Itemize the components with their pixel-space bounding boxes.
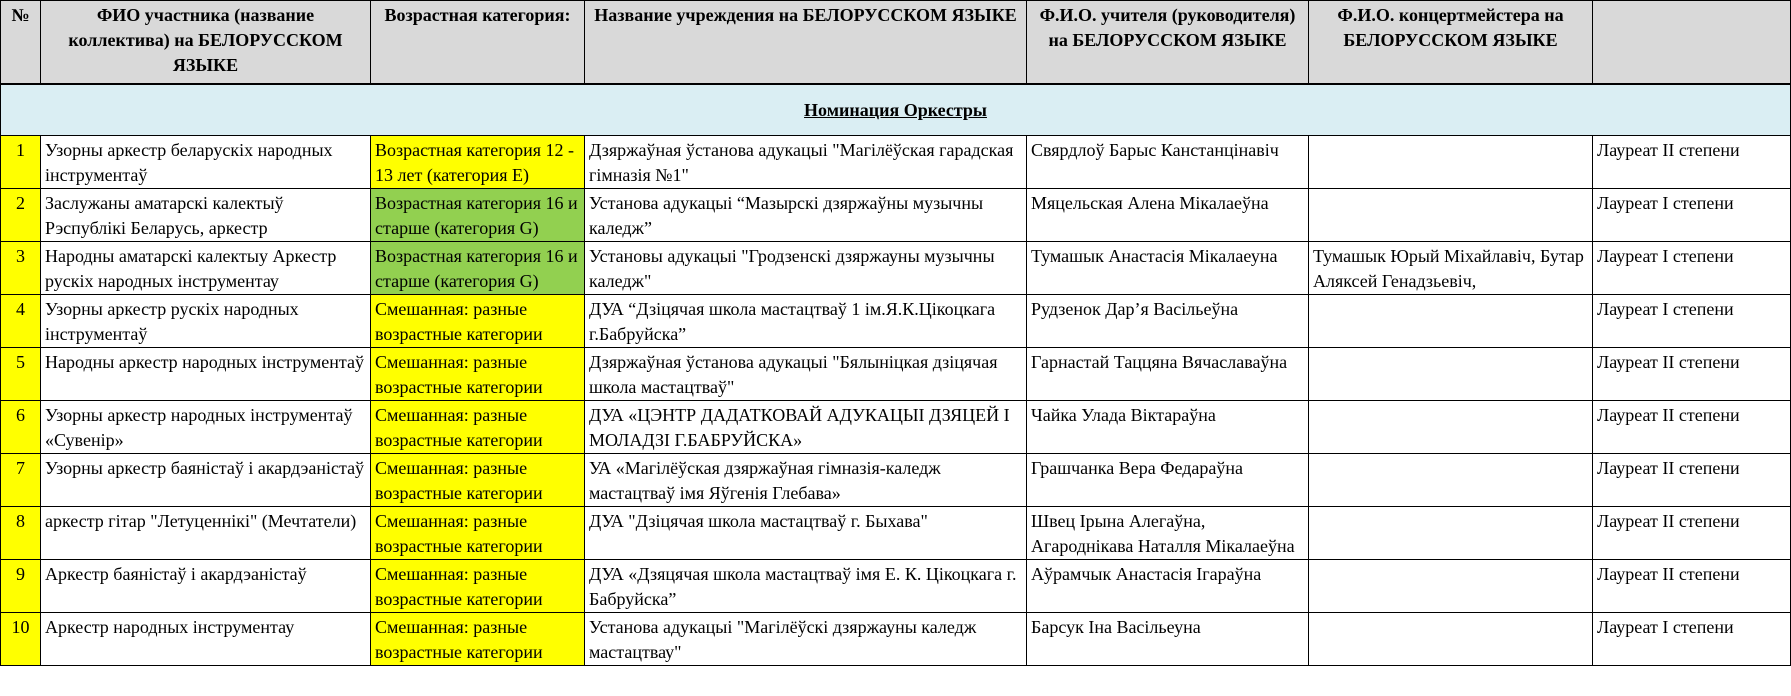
age-category-cell: Смешанная: разные возрастные категории	[371, 560, 585, 613]
accompanist-cell	[1309, 613, 1593, 666]
teacher-cell: Рудзенок Дар’я Васільеўна	[1027, 295, 1309, 348]
accompanist-cell	[1309, 348, 1593, 401]
result-cell: Лауреат II степени	[1593, 454, 1791, 507]
participant-cell: аркестр гітар "Летуценнікі" (Мечтатели)	[41, 507, 371, 560]
table-row	[1, 189, 1791, 242]
row-number: 2	[1, 189, 41, 242]
institution-cell: ДУА «ЦЭНТР ДАДАТКОВАЙ АДУКАЦЫІ ДЗЯЦЕЙ І МОЛАДЗІ Г.БАБРУЙСКА»	[585, 401, 1027, 454]
result-cell: Лауреат I степени	[1593, 295, 1791, 348]
result-cell: Лауреат I степени	[1593, 613, 1791, 666]
participant-cell: Заслужаны аматарскі калектыў Рэспублікі Беларусь, аркестр	[41, 189, 371, 242]
table-row	[1, 454, 1791, 507]
age-category-cell: Смешанная: разные возрастные категории	[371, 454, 585, 507]
institution-cell: ДУА «Дзяцячая школа мастацтваў імя Е. К. Цікоцкага г. Бабруйска”	[585, 560, 1027, 613]
institution-cell: Установа адукацыі “Мазырскі дзяржаўны музычны каледж”	[585, 189, 1027, 242]
age-category-cell: Смешанная: разные возрастные категории	[371, 295, 585, 348]
header-num: №	[1, 1, 41, 85]
row-number: 3	[1, 242, 41, 295]
teacher-cell: Грашчанка Вера Федараўна	[1027, 454, 1309, 507]
accompanist-cell: Тумашык Юрый Міхайлавіч, Бутар Аляксей Генадзьевіч,	[1309, 242, 1593, 295]
table-row	[1, 242, 1791, 295]
accompanist-cell	[1309, 189, 1593, 242]
participant-cell: Узорны аркестр рускіх народных інструментаў	[41, 295, 371, 348]
age-category-cell: Возрастная категория 12 - 13 лет (категория Е)	[371, 136, 585, 189]
institution-cell: Дзяржаўная ўстанова адукацыі "Бялыніцкая дзіцячая школа мастацтваў"	[585, 348, 1027, 401]
row-number: 9	[1, 560, 41, 613]
teacher-cell: Швец Ірына Алегаўна, Агароднікава Наталля Мікалаеўна	[1027, 507, 1309, 560]
institution-cell: ДУА "Дзіцячая школа мастацтваў г. Быхава"	[585, 507, 1027, 560]
participant-cell: Узорны аркестр народных інструментаў «Сувенір»	[41, 401, 371, 454]
participant-cell: Аркестр баяністаў і акардэаністаў	[41, 560, 371, 613]
table-body	[1, 136, 1791, 666]
institution-cell: Дзяржаўная ўстанова адукацыі "Магілёўская гарадская гімназія №1"	[585, 136, 1027, 189]
header-institution: Название учреждения на БЕЛОРУССКОМ ЯЗЫКЕ	[585, 1, 1027, 85]
result-cell: Лауреат II степени	[1593, 136, 1791, 189]
institution-cell: УА «Магілёўская дзяржаўная гімназія-каледж мастацтваў імя Яўгенія Глебава»	[585, 454, 1027, 507]
header-row	[1, 1, 1791, 85]
age-category-cell: Возрастная категория 16 и старше (категория G)	[371, 242, 585, 295]
teacher-cell: Гарнастай Таццяна Вячаславаўна	[1027, 348, 1309, 401]
result-cell: Лауреат I степени	[1593, 189, 1791, 242]
participant-cell: Народны аркестр народных інструментаў	[41, 348, 371, 401]
participant-cell: Народны аматарскі калектыу Аркестр рускіх народных інструментау	[41, 242, 371, 295]
header-accompanist: Ф.И.О. концертмейстера на БЕЛОРУССКОМ ЯЗЫКЕ	[1309, 1, 1593, 85]
row-number: 8	[1, 507, 41, 560]
accompanist-cell	[1309, 295, 1593, 348]
age-category-cell: Смешанная: разные возрастные категории	[371, 507, 585, 560]
table-row	[1, 401, 1791, 454]
table-row	[1, 613, 1791, 666]
header-age-category: Возрастная категория:	[371, 1, 585, 85]
accompanist-cell	[1309, 136, 1593, 189]
table-row	[1, 136, 1791, 189]
teacher-cell: Аўрамчык Анастасія Ігараўна	[1027, 560, 1309, 613]
accompanist-cell	[1309, 560, 1593, 613]
result-cell: Лауреат I степени	[1593, 242, 1791, 295]
row-number: 7	[1, 454, 41, 507]
institution-cell: Установы адукацыі "Гродзенскі дзяржауны музычны каледж"	[585, 242, 1027, 295]
table-row	[1, 507, 1791, 560]
teacher-cell: Барсук Іна Васільеуна	[1027, 613, 1309, 666]
row-number: 5	[1, 348, 41, 401]
table-row	[1, 295, 1791, 348]
institution-cell: ДУА “Дзіцячая школа мастацтваў 1 ім.Я.К.Цікоцкага г.Бабруйска”	[585, 295, 1027, 348]
participant-cell: Узорны аркестр баяністаў і акардэаністаў	[41, 454, 371, 507]
teacher-cell: Тумашык Анастасія Мікалаеуна	[1027, 242, 1309, 295]
teacher-cell: Свярдлоў Барыс Канстанцінавіч	[1027, 136, 1309, 189]
accompanist-cell	[1309, 401, 1593, 454]
nomination-row	[1, 84, 1791, 136]
institution-cell: Установа адукацыі "Магілёўскі дзяржауны каледж мастацтвау"	[585, 613, 1027, 666]
table-row	[1, 348, 1791, 401]
accompanist-cell	[1309, 454, 1593, 507]
result-cell: Лауреат II степени	[1593, 560, 1791, 613]
teacher-cell: Мяцельская Алена Мікалаеўна	[1027, 189, 1309, 242]
row-number: 10	[1, 613, 41, 666]
header-result	[1593, 1, 1791, 85]
table-row	[1, 560, 1791, 613]
participant-cell: Аркестр народных інструментау	[41, 613, 371, 666]
row-number: 6	[1, 401, 41, 454]
participant-cell: Узорны аркестр беларускіх народных інструментаў	[41, 136, 371, 189]
accompanist-cell	[1309, 507, 1593, 560]
result-cell: Лауреат II степени	[1593, 507, 1791, 560]
age-category-cell: Возрастная категория 16 и старше (категория G)	[371, 189, 585, 242]
teacher-cell: Чайка Улада Віктараўна	[1027, 401, 1309, 454]
row-number: 4	[1, 295, 41, 348]
header-participant: ФИО участника (название коллектива) на БЕЛОРУССКОМ ЯЗЫКЕ	[41, 1, 371, 85]
header-teacher: Ф.И.О. учителя (руководителя) на БЕЛОРУССКОМ ЯЗЫКЕ	[1027, 1, 1309, 85]
result-cell: Лауреат II степени	[1593, 401, 1791, 454]
nomination-title: Номинация Оркестры	[1, 84, 1791, 136]
row-number: 1	[1, 136, 41, 189]
age-category-cell: Смешанная: разные возрастные категории	[371, 613, 585, 666]
age-category-cell: Смешанная: разные возрастные категории	[371, 348, 585, 401]
age-category-cell: Смешанная: разные возрастные категории	[371, 401, 585, 454]
result-cell: Лауреат II степени	[1593, 348, 1791, 401]
